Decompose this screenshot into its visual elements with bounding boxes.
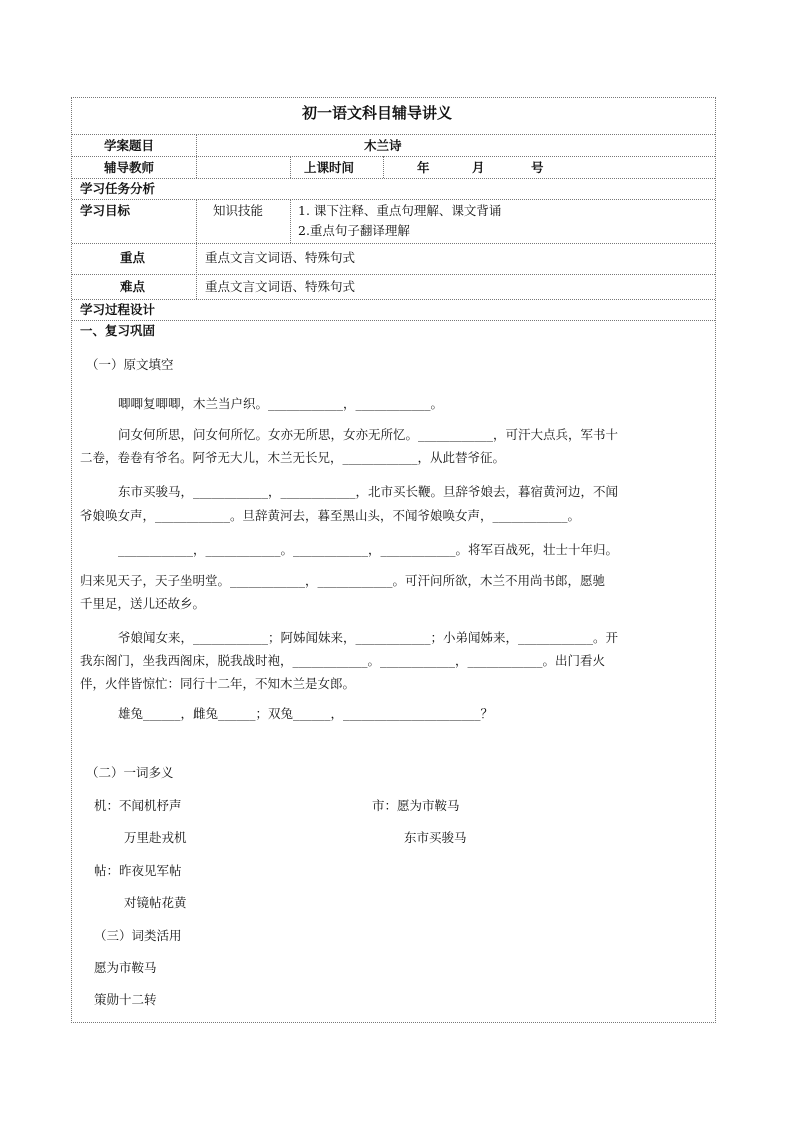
polysemy-tie-a: 帖：昨夜见军帖 <box>94 863 182 878</box>
day-label: 号 <box>531 160 544 175</box>
row-divider <box>72 156 715 157</box>
row-divider <box>72 134 715 135</box>
col-divider <box>290 156 291 178</box>
row-divider <box>72 199 715 200</box>
goal-item-1: 1. 课下注释、重点句理解、课文背诵 <box>298 203 502 218</box>
month-label: 月 <box>472 160 485 175</box>
key-label: 重点 <box>120 250 146 265</box>
page-title: 初一语文科目辅导讲义 <box>302 104 453 122</box>
topic-value: 木兰诗 <box>364 138 402 153</box>
teacher-label: 辅导教师 <box>104 160 155 175</box>
col-divider <box>383 156 384 178</box>
difficult-label: 难点 <box>120 279 146 294</box>
worksheet-table <box>71 97 716 1023</box>
poem-line: 唧唧复唧唧，木兰当户织。____________，____________。 <box>118 396 444 411</box>
conversion-item: 策勋十二转 <box>94 992 157 1007</box>
analysis-heading: 学习任务分析 <box>80 181 156 196</box>
difficult-value: 重点文言文词语、特殊句式 <box>205 279 356 294</box>
poem-line: 归来见天子，天子坐明堂。____________，____________。可汗问所欲，木兰不用尚书郎，愿驰 <box>80 573 606 588</box>
polysemy-ji-b: 万里赴戎机 <box>124 830 187 845</box>
conversion-item: 愿为市鞍马 <box>94 960 157 975</box>
time-label: 上课时间 <box>304 160 355 175</box>
col-divider <box>290 199 291 243</box>
polysemy-ji-a: 机：不闻机杼声 <box>94 798 182 813</box>
process-heading: 学习过程设计 <box>80 302 156 317</box>
polysemy-shi-b: 东市买骏马 <box>404 830 467 845</box>
topic-label: 学案题目 <box>104 138 155 153</box>
polysemy-title: （二）一词多义 <box>86 765 174 780</box>
fill-blank-title: （一）原文填空 <box>86 357 174 372</box>
part1-heading: 一、复习巩固 <box>80 323 156 338</box>
conversion-title: （三）词类活用 <box>94 928 182 943</box>
polysemy-shi-a: 市：愿为市鞍马 <box>372 798 460 813</box>
goal-item-2: 2.重点句子翻译理解 <box>298 223 410 238</box>
row-divider <box>72 274 715 275</box>
poem-line: 二卷，卷卷有爷名。阿爷无大儿，木兰无长兄，____________，从此替爷征。 <box>80 450 506 465</box>
poem-line: 爷娘唤女声，____________。旦辞黄河去，暮至黑山头，不闻爷娘唤女声，____________。 <box>80 508 581 523</box>
row-divider <box>72 243 715 244</box>
year-label: 年 <box>417 160 430 175</box>
poem-line: 问女何所思，问女何所忆。女亦无所思，女亦无所忆。____________，可汗大点兵，军书十 <box>118 427 619 442</box>
poem-line: 东市买骏马，____________，____________，北市买长鞭。旦辞爷娘去，暮宿黄河边，不闻 <box>118 484 619 499</box>
key-value: 重点文言文词语、特殊句式 <box>205 250 356 265</box>
skills-label: 知识技能 <box>213 203 264 218</box>
poem-line: 伴，火伴皆惊忙：同行十二年，不知木兰是女郎。 <box>80 676 356 691</box>
polysemy-tie-b: 对镜帖花黄 <box>124 895 187 910</box>
poem-line: ____________，____________。____________，____________。将军百战死，壮士十年归。 <box>118 542 619 557</box>
poem-line: 雄兔______，雌兔______；双兔______，______________________？ <box>118 706 494 721</box>
row-divider <box>72 178 715 179</box>
row-divider <box>72 320 715 321</box>
row-divider <box>72 299 715 300</box>
poem-line: 我东阁门，坐我西阁床，脱我战时袍，____________。____________，____________。出门看火 <box>80 653 606 668</box>
col-divider <box>196 199 197 299</box>
poem-line: 千里足，送儿还故乡。 <box>80 596 206 611</box>
goal-label: 学习目标 <box>80 203 131 218</box>
col-divider <box>196 134 197 178</box>
poem-line: 爷娘闻女来，____________；阿姊闻妹来，____________；小弟闻姊来，____________。开 <box>118 630 619 645</box>
